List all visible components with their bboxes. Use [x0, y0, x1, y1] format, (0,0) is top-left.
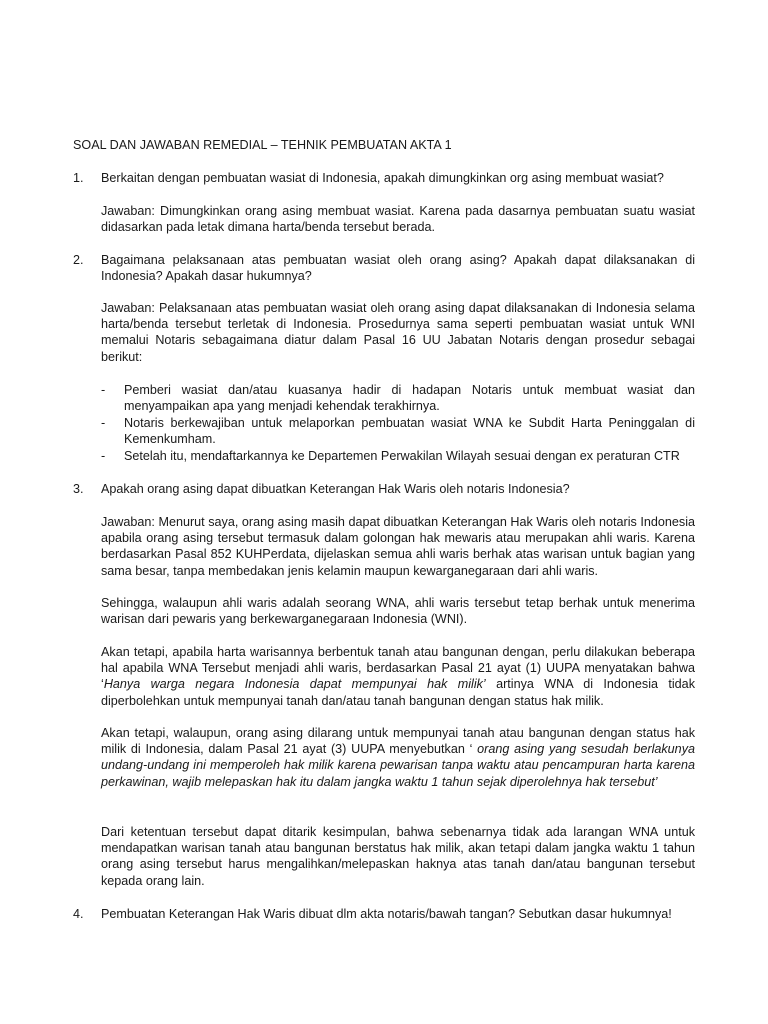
- question-text: Apakah orang asing dapat dibuatkan Keterangan Hak Waris oleh notaris Indonesia?: [101, 482, 570, 496]
- bullet-item: [101, 382, 695, 414]
- answer-1: Jawaban: Dimungkinkan orang asing membuat wasiat. Karena pada dasarnya pembuatan suatu wasiat didasarkan pada letak dimana harta/benda tersebut berada.: [101, 204, 695, 235]
- paragraph-text: artinya WNA di Indonesia tidak diperbolehkan untuk mempunyai tanah dan/atau tanah bangunan dengan status hak milik.: [101, 677, 695, 708]
- question-number: 4.: [73, 907, 84, 921]
- legal-quote: Hanya warga negara Indonesia dapat mempunyai hak milik’: [103, 677, 486, 692]
- bullet-dash: -: [101, 416, 106, 430]
- answer-2: Jawaban: Pelaksanaan atas pembuatan wasiat oleh orang asing dapat dilaksanakan di Indonesia selama harta/benda tersebut terletak di Indonesia. Prosedurnya sama seperti pembuatan wasiat untuk WNI memalui Notaris sebagaimana diatur dalam Pasal 16 UU Jabatan Notaris dengan prosedur sebagai berikut:: [101, 301, 695, 364]
- answer-3-paragraph-3: [101, 644, 695, 709]
- question-3: [73, 481, 695, 497]
- bullet-text: Notaris berkewajiban untuk melaporkan pembuatan wasiat WNA ke Subdit Harta Peninggalan di Kemenkumham.: [124, 416, 695, 447]
- question-text: Pembuatan Keterangan Hak Waris dibuat dlm akta notaris/bawah tangan? Sebutkan dasar hukumnya!: [101, 907, 672, 921]
- question-1: [73, 170, 695, 186]
- answer-3-paragraph-5: Dari ketentuan tersebut dapat ditarik kesimpulan, bahwa sebenarnya tidak ada larangan WNA untuk mendapatkan warisan tanah atau bangunan berstatus hak milik, akan tetapi dalam jangka waktu 1 tahun orang asing tersebut harus mengalihkan/melepaskan haknya atas tanah dan/atau bangunan tersebut kepada orang lain.: [101, 825, 695, 888]
- question-number: 3.: [73, 482, 84, 496]
- bullet-dash: -: [101, 449, 106, 463]
- answer-3-paragraph-4: [101, 725, 695, 790]
- question-text: Berkaitan dengan pembuatan wasiat di Indonesia, apakah dimungkinkan org asing membuat wasiat?: [101, 171, 664, 185]
- bullet-text: Pemberi wasiat dan/atau kuasanya hadir di hadapan Notaris untuk membuat wasiat dan menyampaikan apa yang menjadi kehendak terakhirnya.: [124, 383, 695, 414]
- bullet-dash: -: [101, 383, 106, 397]
- paragraph-text: Akan tetapi, walaupun, orang asing dilarang untuk mempunyai tanah atau bangunan dengan status hak milik di Indonesia, dalam Pasal 21 ayat (3) UUPA menyebutkan ‘: [101, 726, 695, 757]
- bullet-text: Setelah itu, mendaftarkannya ke Departemen Perwakilan Wilayah sesuai dengan ex peraturan CTR: [124, 449, 680, 463]
- question-number: 1.: [73, 171, 84, 185]
- question-number: 2.: [73, 253, 84, 267]
- answer-3: Jawaban: Menurut saya, orang asing masih dapat dibuatkan Keterangan Hak Waris oleh notaris Indonesia apabila orang asing tersebut termasuk dalam golongan hak mewaris atau merupakan ahli waris. Karena berdasarkan Pasal 852 KUHPerdata, dijelaskan semua ahli waris berhak atas warisan untuk bagian yang sama besar, tanpa membedakan jenis kelamin maupun kewarganegaraan dari ahli waris.: [101, 515, 695, 578]
- answer-3-paragraph-2: Sehingga, walaupun ahli waris adalah seorang WNA, ahli waris tersebut tetap berhak untuk menerima warisan dari pewaris yang berkewarganegaraan Indonesia (WNI).: [101, 596, 695, 627]
- document-title: SOAL DAN JAWABAN REMEDIAL – TEHNIK PEMBUATAN AKTA 1: [73, 138, 452, 152]
- paragraph-text: Akan tetapi, apabila harta warisannya berbentuk tanah atau bangunan dengan, perlu dilakukan beberapa hal apabila WNA Tersebut menjadi ahli waris, berdasarkan Pasal 21 ayat (1) UUPA menyatakan bahwa ‘: [101, 645, 695, 692]
- bullet-item: [101, 415, 695, 447]
- question-4: [73, 906, 695, 922]
- question-text: Bagaimana pelaksanaan atas pembuatan wasiat oleh orang asing? Apakah dapat dilaksanakan di Indonesia? Apakah dasar hukumnya?: [101, 253, 695, 284]
- bullet-item: [101, 448, 695, 464]
- legal-quote: orang asing yang sesudah berlakunya undang-undang ini memperoleh hak milik karena pewarisan tanpa waktu atau pencampuran harta karena perkawinan, wajib melepaskan hak itu dalam jangka waktu 1 tahun sejak diperolehnya hak tersebut’: [101, 742, 695, 789]
- question-2: [73, 252, 695, 284]
